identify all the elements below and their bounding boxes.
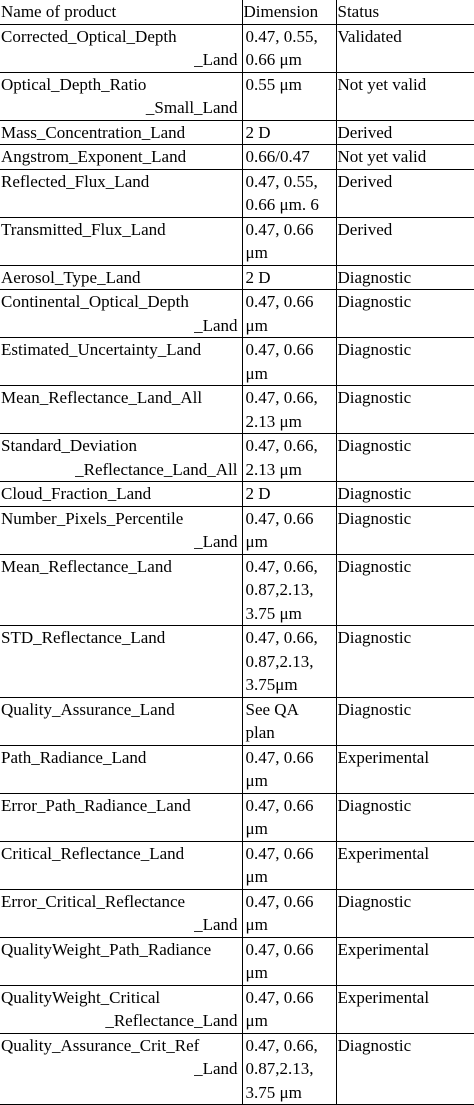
dimension-line: 0.47, 0.66 bbox=[245, 219, 314, 239]
dimension-line: μm bbox=[245, 771, 268, 790]
product-name: Number_Pixels_Percentile bbox=[1, 508, 184, 528]
dimension-line: 0.47, 0.66 bbox=[245, 292, 314, 311]
product-name-cell bbox=[0, 145, 242, 170]
product-name-continuation: _Land bbox=[194, 532, 238, 551]
product-name: Angstrom_Exponent_Land bbox=[1, 147, 187, 166]
table-row bbox=[0, 1033, 474, 1105]
dimension-cell bbox=[242, 482, 336, 507]
dimension-line: 0.47, 0.66 bbox=[245, 747, 314, 767]
product-name-cell bbox=[0, 290, 242, 338]
product-name: STD_Reflectance_Land bbox=[1, 628, 166, 647]
product-name: QualityWeight_Critical bbox=[1, 987, 161, 1007]
dimension-cell bbox=[242, 554, 336, 626]
dimension-line: 0.47, 0.66 bbox=[245, 508, 314, 528]
table-row bbox=[0, 793, 474, 841]
product-name: Mean_Reflectance_Land_All bbox=[1, 388, 203, 407]
dimension-line: μm bbox=[245, 819, 268, 838]
dimension-line: 0.87,2.13, bbox=[245, 580, 314, 599]
status-cell: Validated bbox=[336, 24, 474, 72]
dimension-line: 0.47, 0.66, bbox=[245, 556, 318, 576]
dimension-cell bbox=[242, 290, 336, 338]
product-name-continuation: _Land bbox=[194, 1059, 238, 1078]
dimension-line: 3.75 μm bbox=[245, 1082, 302, 1102]
table-row bbox=[0, 554, 474, 626]
dimension-line: 0.66 μm bbox=[245, 50, 302, 69]
product-name-cell bbox=[0, 985, 242, 1033]
status-cell: Derived bbox=[336, 120, 474, 145]
product-name-cell bbox=[0, 386, 242, 434]
header-row bbox=[0, 0, 474, 24]
product-name-continuation: _Small_Land bbox=[145, 98, 238, 117]
table-row bbox=[0, 386, 474, 434]
product-name: Mass_Concentration_Land bbox=[1, 122, 186, 142]
header-status: Status bbox=[336, 0, 474, 24]
product-name-continuation: _Land bbox=[194, 915, 238, 934]
product-name-cell bbox=[0, 937, 242, 985]
status-cell: Diagnostic bbox=[336, 482, 474, 507]
table-body bbox=[0, 24, 474, 1105]
dimension-cell bbox=[242, 793, 336, 841]
status-cell: Experimental bbox=[336, 985, 474, 1033]
product-name: Critical_Reflectance_Land bbox=[1, 843, 185, 863]
product-name-cell bbox=[0, 24, 242, 72]
dimension-line: μm bbox=[245, 243, 268, 262]
table-row bbox=[0, 338, 474, 386]
status-cell: Diagnostic bbox=[336, 697, 474, 745]
dimension-cell bbox=[242, 386, 336, 434]
product-name: Cloud_Fraction_Land bbox=[1, 484, 152, 503]
status-cell: Diagnostic bbox=[336, 793, 474, 841]
product-name: Mean_Reflectance_Land bbox=[1, 556, 172, 576]
header-name: Name of product bbox=[0, 0, 242, 24]
table-row bbox=[0, 434, 474, 482]
dimension-cell bbox=[242, 1033, 336, 1105]
dimension-line: 2.13 μm bbox=[245, 411, 302, 431]
product-name: QualityWeight_Path_Radiance bbox=[1, 939, 212, 959]
dimension-line: 2 D bbox=[245, 122, 271, 142]
dimension-line: 0.47, 0.66, bbox=[245, 436, 318, 455]
dimension-line: 0.47, 0.66 bbox=[245, 987, 314, 1007]
product-name-continuation: _Reflectance_Land_All bbox=[75, 459, 238, 479]
product-name: Standard_Deviation bbox=[1, 436, 137, 455]
dimension-line: μm bbox=[245, 963, 268, 982]
dimension-line: 0.87,2.13, bbox=[245, 1059, 314, 1078]
dimension-cell bbox=[242, 120, 336, 145]
status-cell: Diagnostic bbox=[336, 265, 474, 290]
product-name-cell bbox=[0, 841, 242, 889]
dimension-cell bbox=[242, 985, 336, 1033]
product-name-cell bbox=[0, 745, 242, 793]
dimension-line: 0.47, 0.66 bbox=[245, 340, 314, 359]
dimension-cell bbox=[242, 506, 336, 554]
status-cell: Diagnostic bbox=[336, 1033, 474, 1105]
product-name: Corrected_Optical_Depth bbox=[1, 26, 177, 46]
dimension-cell bbox=[242, 217, 336, 265]
dimension-line: 0.87,2.13, bbox=[245, 651, 314, 671]
dimension-line: See QA bbox=[245, 699, 299, 719]
product-name: Quality_Assurance_Crit_Ref bbox=[1, 1035, 200, 1055]
dimension-line: μm bbox=[245, 867, 268, 886]
dimension-line: μm bbox=[245, 532, 268, 551]
product-name-cell bbox=[0, 169, 242, 217]
table-row bbox=[0, 626, 474, 698]
product-name-cell bbox=[0, 626, 242, 698]
table-row bbox=[0, 217, 474, 265]
table-row bbox=[0, 72, 474, 120]
dimension-line: 0.47, 0.66, bbox=[245, 628, 318, 647]
status-cell: Diagnostic bbox=[336, 626, 474, 698]
dimension-cell bbox=[242, 72, 336, 120]
dimension-cell bbox=[242, 434, 336, 482]
product-name-cell bbox=[0, 217, 242, 265]
table-row bbox=[0, 120, 474, 145]
product-name: Transmitted_Flux_Land bbox=[1, 219, 166, 239]
dimension-line: 2.13 μm bbox=[245, 459, 302, 479]
dimension-cell bbox=[242, 265, 336, 290]
status-cell: Derived bbox=[336, 169, 474, 217]
product-name-cell bbox=[0, 793, 242, 841]
status-cell: Experimental bbox=[336, 841, 474, 889]
product-name-cell bbox=[0, 72, 242, 120]
dimension-line: 3.75μm bbox=[245, 675, 298, 694]
product-name-cell bbox=[0, 482, 242, 507]
product-name: Reflected_Flux_Land bbox=[1, 171, 150, 191]
dimension-line: 0.66 μm. 6 bbox=[245, 195, 319, 214]
status-cell: Diagnostic bbox=[336, 434, 474, 482]
status-cell: Experimental bbox=[336, 745, 474, 793]
status-cell: Diagnostic bbox=[336, 889, 474, 937]
status-cell: Diagnostic bbox=[336, 386, 474, 434]
status-cell: Derived bbox=[336, 217, 474, 265]
product-name-cell bbox=[0, 554, 242, 626]
dimension-line: 0.47, 0.66, bbox=[245, 1035, 318, 1055]
product-name: Error_Critical_Reflectance bbox=[1, 891, 186, 911]
product-name-cell bbox=[0, 338, 242, 386]
table-row bbox=[0, 24, 474, 72]
product-name: Optical_Depth_Ratio bbox=[1, 74, 147, 94]
dimension-line: 2 D bbox=[245, 484, 271, 503]
status-cell: Diagnostic bbox=[336, 290, 474, 338]
header-dimension: Dimension bbox=[242, 0, 336, 24]
product-name: Path_Radiance_Land bbox=[1, 747, 147, 767]
dimension-cell bbox=[242, 626, 336, 698]
status-cell: Diagnostic bbox=[336, 506, 474, 554]
dimension-cell bbox=[242, 697, 336, 745]
product-name: Quality_Assurance_Land bbox=[1, 699, 175, 719]
dimension-line: 2 D bbox=[245, 267, 271, 287]
dimension-line: 0.47, 0.55, bbox=[245, 26, 318, 46]
table-row bbox=[0, 145, 474, 170]
dimension-cell bbox=[242, 841, 336, 889]
product-name-cell bbox=[0, 889, 242, 937]
product-name-continuation: _Reflectance_Land bbox=[105, 1011, 238, 1030]
dimension-cell bbox=[242, 745, 336, 793]
product-name-cell bbox=[0, 697, 242, 745]
dimension-line: 0.47, 0.66 bbox=[245, 891, 314, 911]
table-row bbox=[0, 290, 474, 338]
dimension-line: 0.47, 0.66 bbox=[245, 939, 314, 959]
product-name-cell bbox=[0, 265, 242, 290]
status-cell: Diagnostic bbox=[336, 554, 474, 626]
product-name-cell bbox=[0, 506, 242, 554]
dimension-line: 0.47, 0.66 bbox=[245, 795, 314, 815]
dimension-cell bbox=[242, 169, 336, 217]
dimension-cell bbox=[242, 937, 336, 985]
table-row bbox=[0, 889, 474, 937]
table-row bbox=[0, 937, 474, 985]
dimension-line: 0.66/0.47 bbox=[245, 147, 310, 166]
product-name: Continental_Optical_Depth bbox=[1, 292, 189, 311]
dimension-line: 0.47, 0.55, bbox=[245, 171, 318, 191]
status-cell: Diagnostic bbox=[336, 338, 474, 386]
dimension-line: 0.47, 0.66, bbox=[245, 388, 318, 407]
table-row bbox=[0, 265, 474, 290]
status-cell: Not yet valid bbox=[336, 72, 474, 120]
dimension-line: 3.75 μm bbox=[245, 603, 302, 623]
dimension-line: 0.47, 0.66 bbox=[245, 843, 314, 863]
product-name: Aerosol_Type_Land bbox=[1, 267, 141, 287]
dimension-line: μm bbox=[245, 315, 268, 335]
dimension-cell bbox=[242, 889, 336, 937]
dimension-cell bbox=[242, 145, 336, 170]
table-row bbox=[0, 482, 474, 507]
product-name-continuation: _Land bbox=[194, 315, 238, 335]
product-name-cell bbox=[0, 434, 242, 482]
dimension-cell bbox=[242, 24, 336, 72]
dimension-line: μm bbox=[245, 1011, 268, 1030]
product-name: Estimated_Uncertainty_Land bbox=[1, 340, 202, 359]
table-row bbox=[0, 985, 474, 1033]
dimension-line: 0.55 μm bbox=[245, 74, 302, 94]
product-name-cell bbox=[0, 120, 242, 145]
table-row bbox=[0, 745, 474, 793]
product-name: Error_Path_Radiance_Land bbox=[1, 795, 191, 815]
product-name-cell bbox=[0, 1033, 242, 1105]
table-row bbox=[0, 697, 474, 745]
dimension-line: plan bbox=[245, 723, 275, 742]
dimension-cell bbox=[242, 338, 336, 386]
table-row bbox=[0, 169, 474, 217]
status-cell: Experimental bbox=[336, 937, 474, 985]
table-row bbox=[0, 506, 474, 554]
status-cell: Not yet valid bbox=[336, 145, 474, 170]
dimension-line: μm bbox=[245, 363, 268, 383]
dimension-line: μm bbox=[245, 915, 268, 934]
table-row bbox=[0, 841, 474, 889]
product-name-continuation: _Land bbox=[194, 50, 238, 69]
